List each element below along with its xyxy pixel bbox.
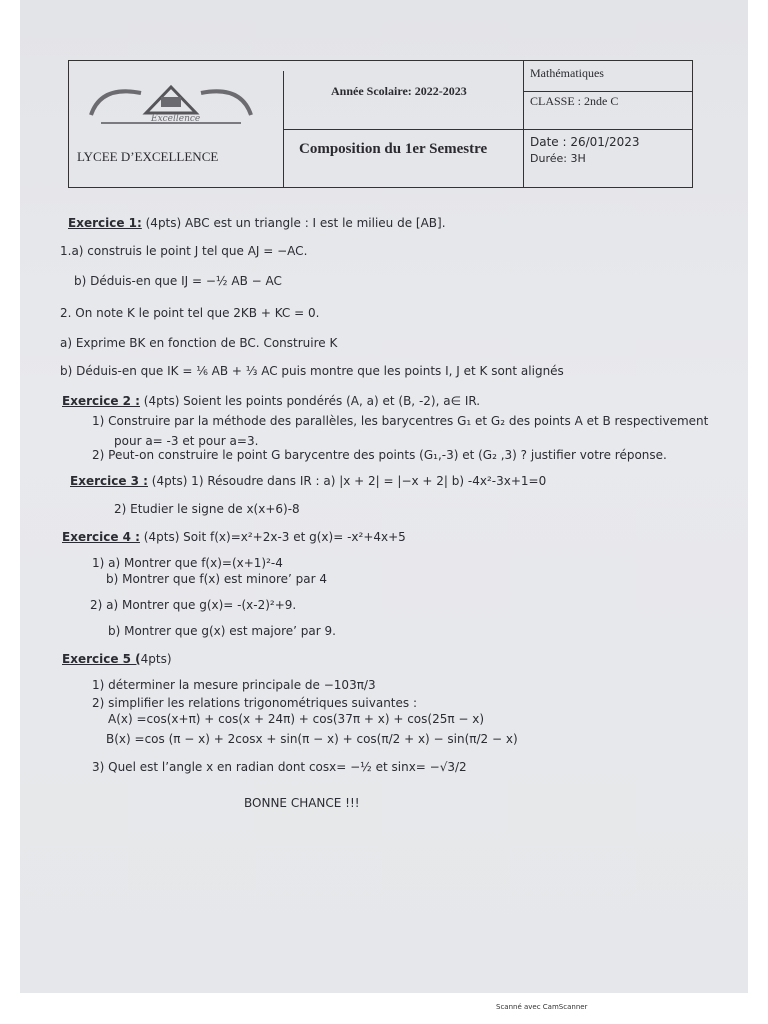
expression-A: A(x) =cos(x+π) + cos(x + 24π) + cos(37π + x) + cos(25π − x) (108, 712, 485, 726)
exercise-2-q2: 2) Peut-on construire le point G barycentre des points (G₁,-3) et (G₂ ,3) ? justifier votre réponse. (92, 448, 667, 462)
exercise-4-q2a: 2) a) Montrer que g(x)= -(x-2)²+9. (90, 598, 297, 612)
exercise-4-q2b: b) Montrer que g(x) est majore’ par 9. (108, 624, 336, 638)
exercise-1-q2: 2. On note K le point tel que 2KB + KC = 0. (60, 306, 320, 320)
exercise-2-q1-cont: pour a= -3 et pour a=3. (114, 434, 259, 448)
exercise-1-heading: Exercice 1: (4pts) ABC est un triangle : I est le milieu de [AB]. (68, 216, 446, 230)
subject: Mathématiques (530, 66, 604, 80)
header-table (68, 60, 693, 188)
exercise-2-q1: 1) Construire par la méthode des parallèles, les barycentres G₁ et G₂ des points A et B respectivement (92, 414, 709, 428)
exercise-1-q1a: 1.a) construis le point J tel que AJ = −AC. (60, 244, 308, 258)
scanner-watermark: Scanné avec CamScanner (496, 1003, 588, 1011)
school-name: LYCEE D’EXCELLENCE (77, 149, 219, 164)
exercise-4-heading: Exercice 4 : (4pts) Soit f(x)=x²+2x-3 et g(x)= -x²+4x+5 (62, 530, 406, 544)
exam-duration: Durée: 3H (530, 152, 586, 165)
school-year: Année Scolaire: 2022-2023 (331, 84, 467, 98)
exercise-3-q2: 2) Etudier le signe de x(x+6)-8 (114, 502, 300, 516)
exercise-5-q2: 2) simplifier les relations trigonométriques suivantes : (92, 696, 418, 710)
exercise-3-heading: Exercice 3 : (4pts) 1) Résoudre dans IR : a) |x + 2| = |−x + 2| b) -4x²-3x+1=0 (70, 474, 547, 488)
expression-B: B(x) =cos (π − x) + 2cosx + sin(π − x) + cos(π/2 + x) − sin(π/2 − x) (106, 732, 518, 746)
exercise-2-heading: Exercice 2 : (4pts) Soient les points pondérés (A, a) et (B, -2), a∈ IR. (62, 394, 481, 408)
exercise-5-q1: 1) déterminer la mesure principale de −103π/3 (92, 678, 376, 692)
exercise-1-q2a: a) Exprime BK en fonction de BC. Construire K (60, 336, 338, 350)
exercise-1-q1b: b) Déduis-en que IJ = −½ AB − AC (74, 274, 282, 288)
class-label: CLASSE : 2nde C (530, 94, 619, 108)
exam-title: Composition du 1er Semestre (299, 141, 488, 157)
exam-date: Date : 26/01/2023 (530, 135, 640, 149)
exercise-5-heading: Exercice 5 (4pts) (62, 652, 172, 666)
exercise-5-q3: 3) Quel est l’angle x en radian dont cosx= −½ et sinx= −√3/2 (92, 760, 467, 774)
exercise-1-q2b: b) Déduis-en que IK = ⅙ AB + ⅓ AC puis montre que les points I, J et K sont alignés (60, 364, 564, 378)
exercise-4-q1a: 1) a) Montrer que f(x)=(x+1)²-4 (92, 556, 283, 570)
closing-message: BONNE CHANCE !!! (244, 796, 360, 810)
svg-text:Excellence: Excellence (151, 114, 201, 124)
exercise-4-q1b: b) Montrer que f(x) est minore’ par 4 (106, 572, 328, 586)
school-logo (81, 75, 261, 135)
